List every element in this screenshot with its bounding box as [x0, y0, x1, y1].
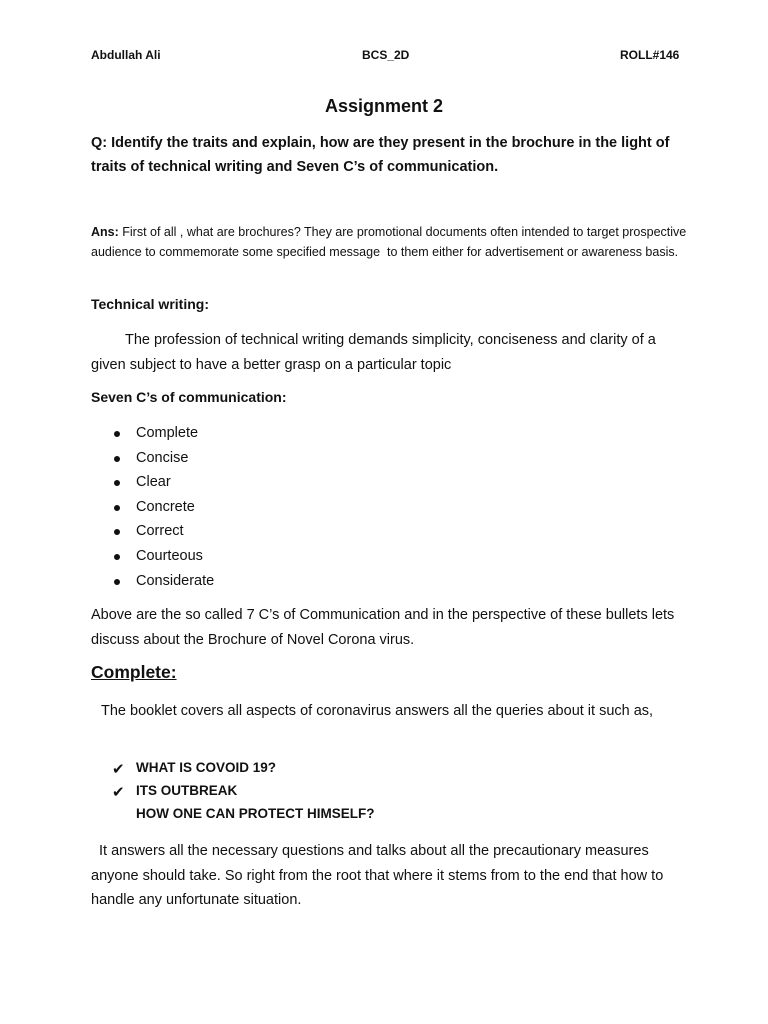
- checklist-item-label: WHAT IS COVOID 19?: [136, 760, 277, 775]
- seven-cs-heading: Seven C’s of communication:: [91, 389, 287, 405]
- technical-writing-heading: Technical writing:: [91, 296, 209, 312]
- checkmark-icon: ✔: [112, 784, 125, 801]
- list-item-label: Concise: [136, 449, 189, 466]
- list-item-label: Correct: [136, 523, 184, 540]
- technical-writing-body: The profession of technical writing demands simplicity, conciseness and clarity of a given subject to have a better grasp on a particular topic: [91, 332, 656, 373]
- checklist-item-label: HOW ONE CAN PROTECT HIMSELF?: [136, 806, 375, 821]
- bullet-icon: [114, 505, 120, 511]
- list-item-label: Considerate: [136, 572, 215, 589]
- bullet-icon: [114, 456, 120, 462]
- checklist-item-label: ITS OUTBREAK: [136, 783, 238, 798]
- answer-label: Ans:: [91, 225, 119, 239]
- list-item-label: Concrete: [136, 498, 195, 515]
- checkmark-icon: ✔: [112, 761, 125, 778]
- page-title: Assignment 2: [324, 96, 444, 116]
- list-item-label: Courteous: [136, 547, 203, 564]
- header-student-name: Abdullah Ali: [91, 48, 161, 62]
- list-item-label: Clear: [136, 474, 171, 491]
- complete-heading: Complete:: [91, 662, 177, 682]
- list-item-label: Complete: [136, 425, 199, 441]
- seven-cs-summary: Above are the so called 7 C’s of Communication and in the perspective of these bullets lets discuss about the Brochure of Novel Corona virus.: [91, 607, 675, 648]
- complete-closing-paragraph: It answers all the necessary questions and talks about all the precautionary measures anyone should take. So right from the root that where it stems from to the end that how to handle any unfortunate situation.: [91, 843, 664, 908]
- bullet-icon: [114, 529, 120, 535]
- question-text: Q: Identify the traits and explain, how are they present in the brochure in the light of traits of technical writing and Seven C’s of communication.: [91, 135, 678, 175]
- bullet-icon: [114, 431, 120, 437]
- header-class: BCS_2D: [362, 48, 410, 62]
- bullet-icon: [114, 480, 120, 486]
- complete-body: The booklet covers all aspects of coronavirus answers all the queries about it such as,: [101, 703, 654, 719]
- header-roll-number: ROLL#146: [620, 48, 680, 62]
- answer-text: First of all , what are brochures? They are promotional documents often intended to target prospective audience to commemorate some specified message to them either for advertisement or awareness basis.: [91, 225, 687, 259]
- bullet-icon: [114, 579, 120, 585]
- bullet-icon: [114, 554, 120, 560]
- answer-paragraph: [91, 222, 691, 262]
